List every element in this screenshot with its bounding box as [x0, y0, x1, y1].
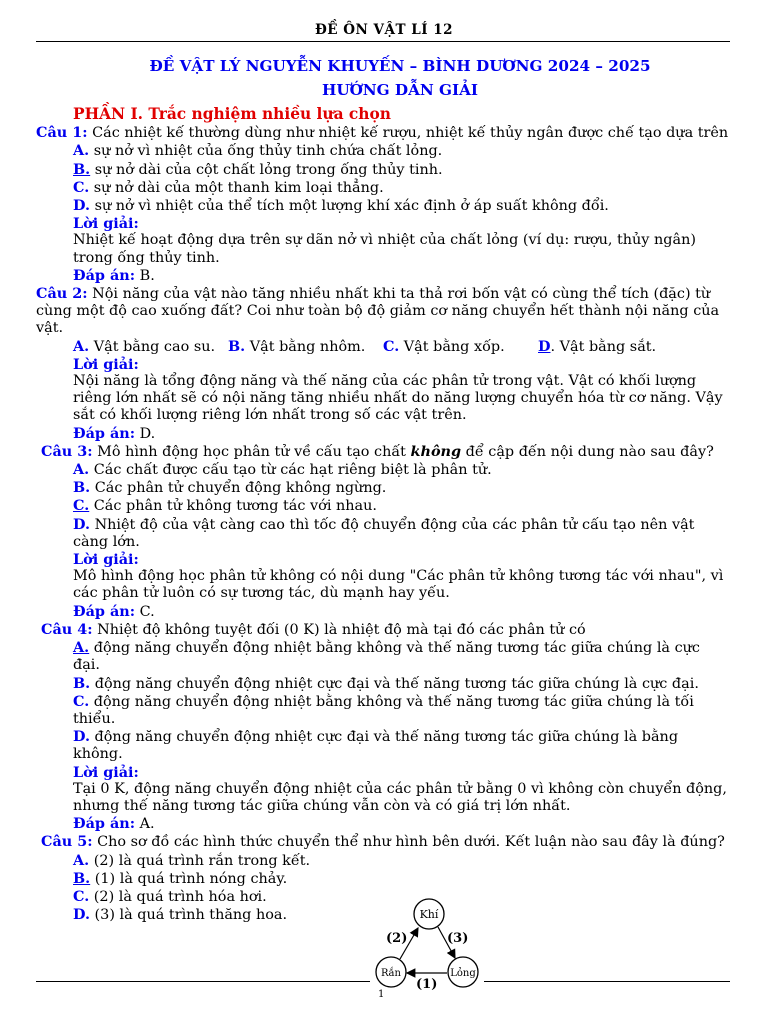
option-letter: B. — [73, 479, 91, 497]
question-1 — [36, 124, 730, 285]
option-text: (2) là quá trình hóa hơi. — [89, 888, 267, 905]
exam-title: ĐỀ VẬT LÝ NGUYỄN KHUYẾN – BÌNH DƯƠNG 2024 – 2025 — [149, 57, 651, 75]
arrow-1-label: (1) — [416, 977, 438, 992]
option-letter: C. — [73, 692, 90, 710]
option-c — [36, 693, 730, 728]
option-letter: D. — [73, 197, 90, 215]
question-text: Cho sơ đồ các hình thức chuyển thể như hình bên dưới. Kết luận nào sau đây là đúng? — [92, 834, 725, 851]
option-c — [36, 179, 730, 197]
question-text: Nhiệt độ không tuyệt đối (0 K) là nhiệt độ mà tại đó các phân tử có — [92, 621, 586, 638]
question-4 — [36, 621, 730, 833]
footer-rule-right — [484, 981, 730, 982]
option-letter: D. — [73, 906, 90, 924]
option-d — [36, 516, 730, 551]
options-row — [36, 338, 730, 356]
answer-line: Đáp án: B. — [73, 266, 155, 284]
answer-line: Đáp án: C. — [73, 602, 155, 620]
option-d — [36, 728, 730, 763]
exam-subtitle: HƯỚNG DẪN GIẢI — [321, 81, 479, 99]
footer-rule-left — [36, 981, 370, 982]
answer-line: Đáp án: A. — [73, 815, 155, 833]
option-a — [36, 852, 730, 870]
page-header: ĐỀ ÔN VẬT LÍ 12 — [314, 22, 454, 38]
option-letter: C. — [73, 497, 90, 515]
liquid-label: Lỏng — [450, 968, 476, 979]
option-letter: A. — [73, 851, 90, 869]
option-letter: B. — [73, 869, 91, 887]
option-letter: C. — [383, 337, 400, 355]
option-letter: B. — [73, 674, 91, 692]
option-text: Vật bằng cao su. — [89, 338, 216, 355]
option-letter: D. — [73, 728, 90, 746]
option-text: Vật bằng xốp. — [399, 338, 505, 355]
option-text: Các chất được cấu tạo từ các hạt riêng biệt là phân tử. — [93, 462, 492, 479]
option-text: (2) là quá trình rắn trong kết. — [89, 852, 311, 869]
emphasis-word: không — [410, 442, 462, 460]
option-letter: B. — [73, 160, 91, 178]
option-text: Nhiệt độ của vật càng cao thì tốc độ chuyển động của các phân tử cấu tạo nên vật càng lớn. — [73, 516, 695, 550]
document-body — [36, 106, 730, 924]
solid-label: Rắn — [381, 968, 401, 979]
option-text: . Vật bằng sắt. — [550, 338, 657, 355]
option-letter: B. — [228, 337, 246, 355]
question-text: Mô hình động học phân tử về cấu tạo chất — [92, 443, 411, 460]
solution-text: Mô hình động học phân tử không có nội dung "Các phân tử không tương tác với nhau", vì các phân tử luôn có sự tương tác, dù mạnh hay yếu. — [73, 568, 724, 602]
solution-heading: Lời giải: — [73, 355, 139, 373]
option-b — [36, 479, 730, 497]
option-letter: C. — [73, 178, 90, 196]
option-a — [36, 639, 730, 674]
question-text: Các nhiệt kế thường dùng như nhiệt kế rượu, nhiệt kế thủy ngân được chế tạo dựa trên — [87, 125, 729, 142]
option-a — [36, 142, 730, 160]
option-text: sự nở vì nhiệt của ống thủy tinh chứa chất lỏng. — [93, 143, 443, 160]
option-c — [36, 497, 730, 515]
solution-heading: Lời giải: — [73, 215, 139, 233]
option-letter: D. — [73, 515, 90, 533]
option-text: động năng chuyển động nhiệt bằng không và thế năng tương tác giữa chúng là cực đại. — [73, 640, 700, 674]
solution-text: Nhiệt kế hoạt động dựa trên sự dãn nở vì nhiệt của chất lỏng (ví dụ: rượu, thủy ngân) trong ống thủy tinh. — [73, 232, 696, 266]
question-label: Câu 4: — [41, 620, 93, 638]
solution-heading: Lời giải: — [73, 551, 139, 569]
option-b — [36, 161, 730, 179]
option-text: Các phân tử chuyển động không ngừng. — [94, 480, 387, 497]
option-b — [36, 870, 730, 888]
gas-label: Khí — [419, 908, 439, 921]
option-a — [36, 461, 730, 479]
option-text: (1) là quá trình nóng chảy. — [90, 870, 288, 887]
phase-change-diagram — [368, 896, 488, 992]
question-label: Câu 1: — [36, 124, 88, 142]
option-text: động năng chuyển động nhiệt bằng không và thế năng tương tác giữa chúng là tối thiểu. — [73, 693, 694, 727]
option-text: động năng chuyển động nhiệt cực đại và thế năng tương tác giữa chúng là cực đại. — [90, 675, 699, 692]
option-d — [36, 197, 730, 215]
question-3 — [36, 443, 730, 621]
question-2 — [36, 285, 730, 443]
question-label: Câu 2: — [36, 285, 88, 303]
part-heading: PHẦN I. Trắc nghiệm nhiều lựa chọn — [73, 105, 391, 123]
question-text-end: để cập đến nội dung nào sau đây? — [461, 443, 714, 460]
option-text: sự nở vì nhiệt của thể tích một lượng khí xác định ở áp suất không đổi. — [94, 198, 609, 215]
solution-text: Nội năng là tổng động năng và thế năng của các phân tử trong vật. Vật có khối lượng riêng lớn nhất sẽ có nội năng tăng nhiều nhất do năng lượng chuyển hóa từ cơ năng. Vậy sắt có khối lượng riêng lớn nhất trong số các vật trên. — [73, 373, 723, 424]
option-text: Vật bằng nhôm. — [245, 338, 366, 355]
option-text: sự nở dài của cột chất lỏng trong ống thủy tinh. — [94, 161, 443, 178]
header-rule — [36, 41, 730, 42]
question-label: Câu 5: — [41, 833, 93, 851]
page-number: 1 — [378, 989, 385, 1000]
option-b — [36, 675, 730, 693]
arrow-2-label: (2) — [386, 931, 408, 946]
question-text: Nội năng của vật nào tăng nhiều nhất khi ta thả rơi bốn vật có cùng thể tích (đặc) từ cùng một độ cao xuống đất? Coi như toàn bộ độ giảm cơ năng chuyển hết thành nội năng của vật. — [36, 286, 720, 337]
option-text: động năng chuyển động nhiệt cực đại và thế năng tương tác giữa chúng là bằng không. — [73, 729, 679, 763]
solution-text: Tại 0 K, động năng chuyển động nhiệt của các phân tử bằng 0 vì không còn chuyển động, nhưng thế năng tương tác giữa chúng vẫn còn và có giá trị lớn nhất. — [73, 780, 727, 814]
option-text: Các phân tử không tương tác với nhau. — [93, 498, 377, 515]
option-letter: A. — [73, 461, 90, 479]
option-letter: C. — [73, 887, 90, 905]
answer-line: Đáp án: D. — [73, 424, 156, 442]
solution-heading: Lời giải: — [73, 763, 139, 781]
option-letter: D — [538, 337, 551, 355]
option-letter: A. — [73, 337, 90, 355]
option-text: sự nở dài của một thanh kim loại thẳng. — [93, 179, 384, 196]
option-letter: A. — [73, 142, 90, 160]
option-text: (3) là quá trình thăng hoa. — [89, 907, 288, 924]
question-label: Câu 3: — [41, 442, 93, 460]
option-letter: A. — [73, 639, 90, 657]
arrow-3-label: (3) — [447, 931, 469, 946]
